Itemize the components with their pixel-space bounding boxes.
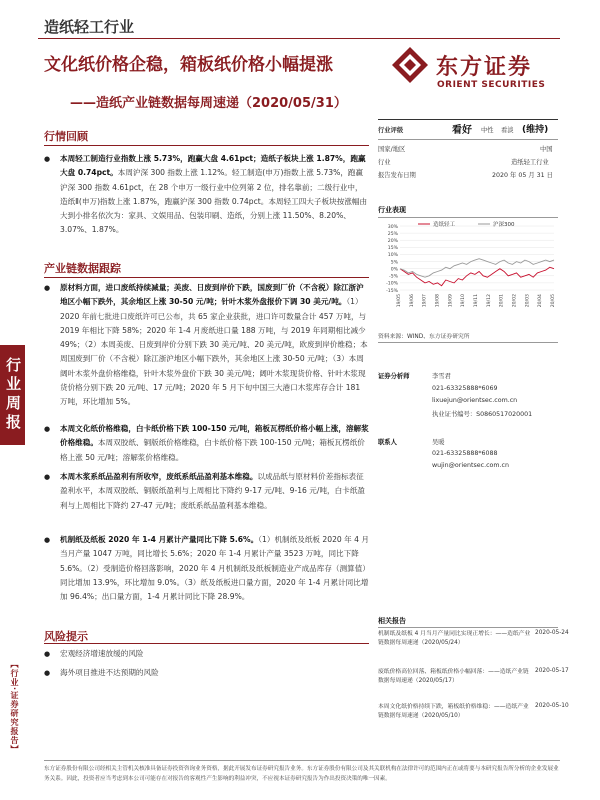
chain-bullet-text: 本周双胶纸、铜版纸价格维稳，白卡纸价格下跌 100-150 元/吨；箱板瓦楞纸价格上涨 50 元/吨；溶解浆价格维稳。 xyxy=(60,438,365,462)
chart-x-tick-label: 19/09 xyxy=(448,294,454,308)
analyst-email[interactable]: lixuejun@orientsec.com.cn xyxy=(432,397,518,404)
source-rule xyxy=(378,342,558,343)
contact-email[interactable]: wujin@orientsec.com.cn xyxy=(432,462,509,469)
chart-x-tick-label: 19/10 xyxy=(461,294,467,308)
risk-item xyxy=(44,666,369,680)
header-category: 造纸轻工行业 xyxy=(44,18,135,36)
chart-x-axis xyxy=(396,294,556,307)
rating-rule xyxy=(378,139,558,140)
related-item[interactable]: 机制纸及纸板 4 月当月产量同比实现正增长：——造纸产业链数据每周速递（2020/05/24） xyxy=(378,631,531,646)
orient-logo-icon xyxy=(390,45,430,85)
chart-legend-label: 沪深300 xyxy=(493,222,515,228)
page-subtitle: ——造纸产业链数据每周速递（2020/05/31） xyxy=(70,96,347,111)
rating-top-rule xyxy=(378,119,558,120)
rating-label: 行业评级 xyxy=(378,127,404,134)
side-tab-footer: 【行业·证券研究报告】 xyxy=(10,660,19,755)
related-date: 2020-05-10 xyxy=(535,703,569,709)
related-date: 2020-05-17 xyxy=(535,668,569,674)
related-item[interactable]: 本周文化纸价格持续下跌，箱板纸价格维稳：——造纸产业链数据每周速递（2020/05/10） xyxy=(378,704,529,719)
contact-role: 联系人 xyxy=(378,439,397,446)
related-title: 相关报告 xyxy=(378,617,406,625)
contact-name: 吴暖 xyxy=(432,439,445,446)
chart-legend-label: 造纸轻工 xyxy=(433,222,456,228)
chart-x-tick-label: 19/11 xyxy=(474,294,479,308)
risk-item-text: ● 海外项目推进不达预期的风险 xyxy=(60,668,159,677)
performance-title: 行业表现 xyxy=(378,206,406,214)
chart-y-tick-label: 5% xyxy=(390,260,398,266)
rating-row-key: 行业 xyxy=(378,159,391,166)
rating-row-key: 国家/地区 xyxy=(378,146,406,153)
section-risk-heading: 风险提示 xyxy=(44,630,88,643)
section-risk-rule xyxy=(44,643,369,644)
chain-bullet-text: （1）机制纸及纸板 2020 年 4 月当月产量 1047 万吨，同比增长 5.6%；2020 年 1-4 月累计产量 3523 万吨，同比下降 5.6%。（2）受制造价格回落影响，2020 年 4 月机制纸及纸板制造业产成品库存（测算值）同比增加 13.9%，环比增加 9.0%。（3）纸及纸板进口量方面，2020 年 1-4 月累计同比增加 96.4%；出口量方面，1-4 月累计同比下降 28.9%。 xyxy=(60,535,370,602)
chart-x-tick-label: 20/03 xyxy=(525,294,531,308)
chart-y-axis xyxy=(386,224,399,294)
chain-bullet-text: （1）2020 年前七批进口废纸许可已公布，共 65 家企业获批，进口许可数量合计 457 万吨，与 2019 年相比下降 58%；2020 年 1-4 月废纸进口量 188 万吨，与 2019 年同期相比减少 49%；（2）本周美废、日废到岸价分别下跌 30 美元/吨、20 美元/吨，欧废到岸价维稳；本周国废到厂价（不含税）除江浙沪地区小幅下跌外，其余地区上涨 30-50 元/吨；（3）本周阔叶木浆外盘价格维稳，针叶木浆外盘价下跌 30 美元/吨；阔叶木浆现货价格、针叶木浆现货价格分别下跌 20 元/吨、17 元/吨；2020 年 5 月下旬中国三大港口木浆库存合计 181 万吨，环比增加 5%。 xyxy=(60,297,368,407)
chart-legend xyxy=(418,220,515,228)
chain-bullet-bold: 本周木浆系纸品盈利有所收窄，废纸系纸品盈利基本维稳。 xyxy=(60,472,258,481)
section-chain-heading: 产业链数据跟踪 xyxy=(44,262,121,275)
section-market-rule xyxy=(44,145,369,146)
chain-bullet-output xyxy=(44,533,369,604)
chart-y-tick-label: -10% xyxy=(386,281,398,287)
rating-row-value: 中国 xyxy=(540,146,553,153)
chain-bullet-text: 以成品纸与原材料价差指标表征盈利水平，本周双胶纸、铜版纸盈利与上周相比下降约 9-17 元/吨、9-16 元/吨，白卡纸盈利与上周相比下降约 27-47 元/吨；废纸系纸品盈利基本维稳。 xyxy=(60,472,366,510)
chart-x-tick-label: 20/05 xyxy=(551,294,556,308)
rating-row-value: 2020 年 05 月 31 日 xyxy=(492,172,553,179)
analyst-role: 证券分析师 xyxy=(378,373,410,380)
chart-lines xyxy=(400,259,554,286)
chart-y-tick-label: 20% xyxy=(387,239,398,245)
rating-row-key: 报告发布日期 xyxy=(378,172,416,179)
footer-rule xyxy=(44,760,560,761)
contact-phone: 021-63325888*6088 xyxy=(432,450,498,457)
chain-bullet-profit xyxy=(44,470,369,513)
section-chain-rule xyxy=(44,277,369,278)
market-bullet-text: 本周沪深 300 指数上涨 1.12%。轻工制造(申万)指数上涨 5.73%，跑赢沪深 300 指数 4.61pct，在 28 个申万一级行业中位列第 2 位，排名靠前；二级行业中，造纸Ⅱ(申万)指数上涨 1.87%，跑赢沪深 300 指数 0.74pct。本周轻工四大子板块按涨幅由大到小排名依次为：家具、文娱用品、包装印刷、造纸，分别上涨 11.50%、8.20%、3.07%、1.87%。 xyxy=(60,168,368,235)
analyst-phone: 021-63325888*6069 xyxy=(432,385,498,392)
risk-item xyxy=(44,647,369,661)
chain-bullet-raw-material xyxy=(44,281,369,410)
chart-x-tick-label: 19/07 xyxy=(422,294,428,308)
rating-value: 看好 xyxy=(452,125,472,136)
logo-text-cn: 东方证券 xyxy=(436,55,533,80)
section-market-heading: 行情回顾 xyxy=(44,130,88,143)
related-item[interactable]: 废纸价格高位回落、箱板纸价格小幅回落：——造纸产业链数据每周速递（2020/05/17） xyxy=(378,669,529,684)
rating-mid: 中性 xyxy=(481,127,494,134)
chain-bullet-bold: 机制纸及纸板 2020 年 1-4 月累计产量同比下降 5.6%。 xyxy=(60,535,259,544)
market-bullet-bold: 本周轻工制造行业指数上涨 5.73%，跑赢大盘 4.61pct；造纸子板块上涨 1.87%，跑赢大盘 0.74pct。 xyxy=(60,154,366,178)
chart-y-tick-label: 15% xyxy=(387,246,398,252)
chart-y-tick-label: 25% xyxy=(387,231,398,237)
side-tab-weekly: 行业周报 xyxy=(0,345,25,445)
chart-y-tick-label: -5% xyxy=(389,274,398,280)
chart-y-tick-label: 0% xyxy=(390,267,398,273)
chain-bullet-prices xyxy=(44,422,369,465)
chain-bullet-bold: 原材料方面，进口废纸持续减量；美废、日废到岸价下跌，国废到厂价（不含税）除江浙沪地区小幅下跌外，其余地区上涨 30-50 元/吨；针叶木浆外盘报价下调 30 美元/吨。 xyxy=(60,283,364,307)
footer-disclaimer: 东方证券股份有限公司经相关主管机关核准具备证券投资咨询业务资格，据此开展发布证券研究报告业务。东方证券股份有限公司及其关联机构在法律许可的范围内正在或将要与本研究报告所分析的企业发展业务关系。因此，投资者应当考虑到本公司可能存在对报告的客观性产生影响的利益冲突，不应视本证券研究报告为作出投资决策的唯一因素。 xyxy=(44,766,559,782)
chart-x-tick-label: 19/12 xyxy=(486,294,492,308)
chart-x-tick-label: 20/04 xyxy=(538,294,544,308)
rating-row-value: 造纸轻工行业 xyxy=(511,159,549,166)
page-title: 文化纸价格企稳，箱板纸价格小幅提涨 xyxy=(44,55,333,75)
chart-x-tick-label: 19/06 xyxy=(409,294,415,308)
market-bullet xyxy=(44,152,369,238)
performance-source: 资料来源：WIND、东方证券研究所 xyxy=(378,334,470,340)
risk-item-text: ● 宏观经济增速放缓的风险 xyxy=(60,649,144,658)
chart-x-tick-label: 20/01 xyxy=(499,294,505,308)
analyst-name: 李雪君 xyxy=(432,373,451,380)
related-rule xyxy=(378,627,558,628)
chart-y-tick-label: 30% xyxy=(387,224,398,230)
chart-x-tick-label: 19/05 xyxy=(397,294,402,308)
rating-low: 看淡 xyxy=(501,127,514,134)
performance-chart xyxy=(378,220,558,320)
chart-y-tick-label: 10% xyxy=(387,253,398,259)
related-date: 2020-05-24 xyxy=(535,630,569,636)
analyst-cert: 执业证书编号：S0860517020001 xyxy=(432,411,533,418)
chart-grid xyxy=(400,226,554,290)
chain-bullet-bold: 本周文化纸价格维稳，白卡纸价格下跌 100-150 元/吨，箱板瓦楞纸价格小幅上涨，溶解浆价格维稳。 xyxy=(60,424,369,448)
chart-y-tick-label: -15% xyxy=(386,288,398,294)
logo-text-en: ORIENT SECURITIES xyxy=(437,80,546,90)
chart-x-tick-label: 19/08 xyxy=(435,294,441,308)
rating-status: (维持) xyxy=(522,125,549,135)
chart-x-tick-label: 20/02 xyxy=(512,294,518,308)
performance-rule xyxy=(378,217,558,218)
header-rule xyxy=(38,38,560,39)
